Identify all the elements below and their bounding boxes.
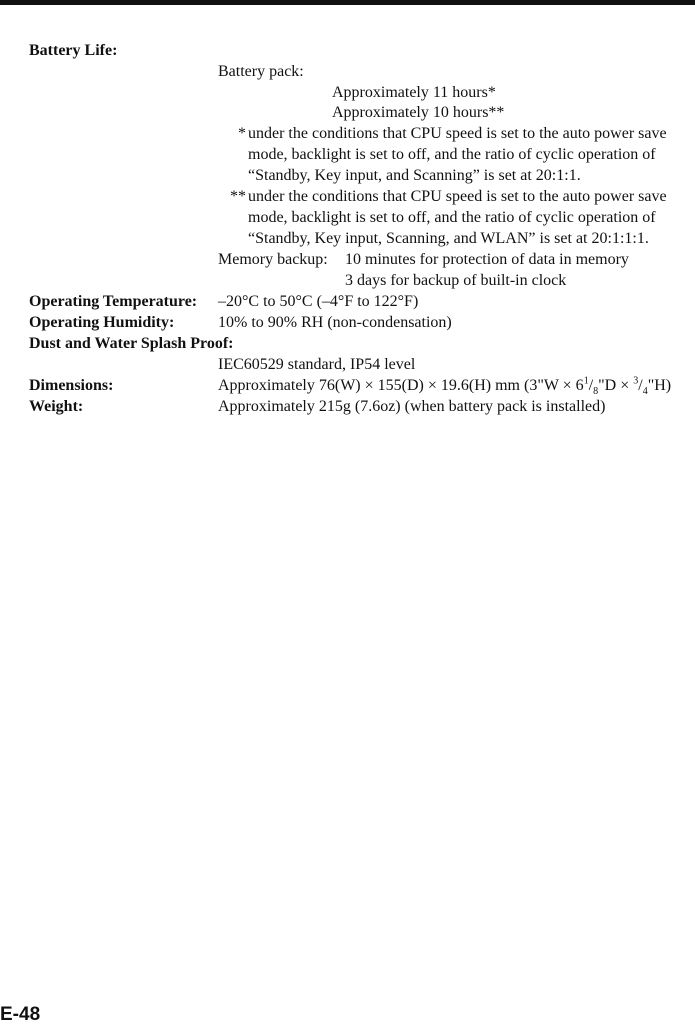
battery-hours-1: Approximately 11 hours* [332, 84, 496, 101]
operating-humidity-value: 10% to 90% RH (non-condensation) [218, 314, 452, 331]
memory-backup-value-1: 10 minutes for protection of data in memory [345, 251, 629, 268]
battery-hours-2: Approximately 10 hours** [332, 104, 505, 121]
dimensions-text: "H) [647, 377, 672, 394]
weight-value: Approximately 215g (7.6oz) (when battery pack is installed) [218, 398, 606, 415]
top-rule [0, 0, 695, 5]
memory-backup-label: Memory backup: [218, 251, 328, 268]
page-number: E-48 [0, 1004, 41, 1025]
dimensions-value: Approximately 76(W) × 155(D) × 19.6(H) mm (3"W × $6^1/_8"D$ × $^3/_4"H$) [218, 375, 672, 398]
memory-backup-value-2: 3 days for backup of built-in clock [345, 272, 567, 289]
fraction-numerator: 3 [633, 375, 639, 387]
footnote-2-line: “Standby, Key input, Scanning, and WLAN” is set at 20:1:1:1. [248, 230, 649, 247]
battery-life-label: Battery Life: [29, 42, 118, 59]
fraction-numerator: 1 [583, 375, 589, 387]
footnote-1-line: under the conditions that CPU speed is set to the auto power save [248, 125, 667, 142]
footnote-marker-2: ** [230, 188, 246, 205]
footnote-2-line: mode, backlight is set to off, and the ratio of cyclic operation of [248, 209, 656, 226]
footnote-2-line: under the conditions that CPU speed is set to the auto power save [248, 188, 667, 205]
dimensions-label: Dimensions: [29, 377, 114, 394]
weight-label: Weight: [29, 398, 84, 415]
dust-water-label: Dust and Water Splash Proof: [29, 335, 234, 352]
footnote-1-line: “Standby, Key input, and Scanning” is set at 20:1:1. [248, 167, 581, 184]
dimensions-text: "D × [598, 377, 634, 394]
dust-water-value: IEC60529 standard, IP54 level [218, 356, 416, 373]
fraction-denominator: 4 [642, 386, 648, 398]
operating-humidity-label: Operating Humidity: [29, 314, 175, 331]
battery-pack-label: Battery pack: [218, 63, 304, 80]
dimensions-text: Approximately 76(W) × 155(D) × 19.6(H) mm (3"W × 6 [218, 377, 584, 394]
fraction-denominator: 8 [593, 386, 599, 398]
footnote-1-line: mode, backlight is set to off, and the ratio of cyclic operation of [248, 146, 656, 163]
operating-temperature-label: Operating Temperature: [29, 293, 198, 310]
operating-temperature-value: –20°C to 50°C (–4°F to 122°F) [218, 293, 419, 310]
footnote-marker-1: * [238, 125, 246, 142]
